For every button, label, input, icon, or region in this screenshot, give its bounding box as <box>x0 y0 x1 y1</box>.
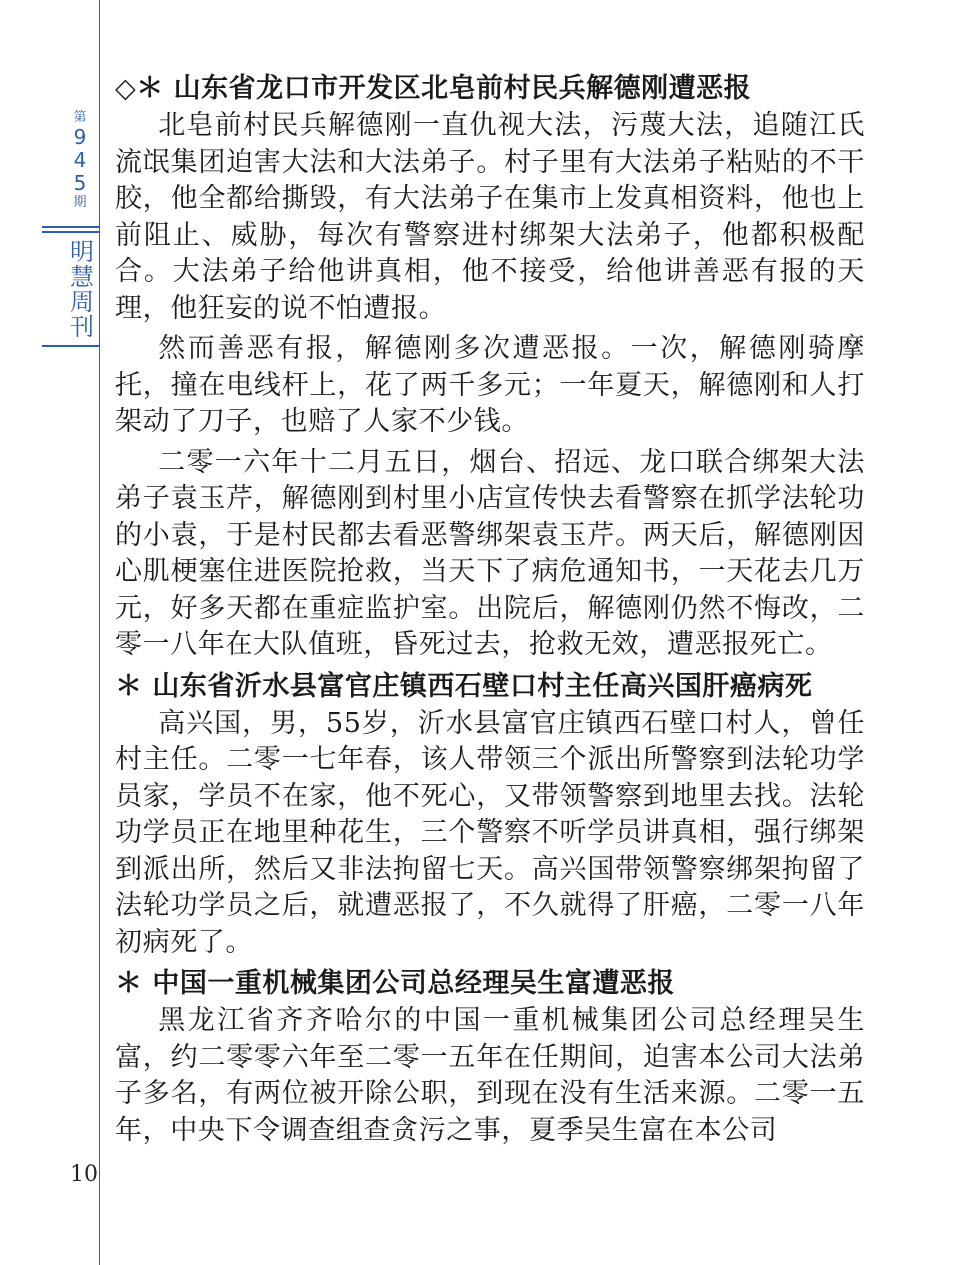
article <box>115 668 865 962</box>
issue-digit: 5 <box>73 171 87 195</box>
article-paragraph: 二零一六年十二月五日，烟台、招远、龙口联合绑架大法弟子袁玉芹，解德刚到村里小店宣传快去看警察在抓学法轮功的小袁，于是村民都去看恶警绑架袁玉芹。两天后，解德刚因心肌梗塞住进医院抢救，当天下了病危通知书，一天花去几万元，好多天都在重症监护室。出院后，解德刚仍然不悔改，二零一八年在大队值班，昏死过去，抢救无效，遭恶报死亡。 <box>115 446 865 660</box>
margin-rule <box>99 0 100 1265</box>
page-content <box>115 70 865 1149</box>
sidebar-divider-top <box>42 226 100 228</box>
issue-suffix: 期 <box>73 195 87 210</box>
publication-name: 明慧周刊 <box>70 238 94 341</box>
article-heading: ＊ 中国一重机械集团公司总经理吴生富遭恶报 <box>115 968 675 999</box>
article-paragraph: 高兴国，男，55岁，沂水县富官庄镇西石壁口村人，曾任村主任。二零一七年春，该人带领三个派出所警察到法轮功学员家，学员不在家，他不死心，又带领警察到地里去找。法轮功学员正在地里种花生，三个警察不听学员讲真相，强行绑架到派出所，然后又非法拘留七天。高兴国带领警察绑架拘留了法轮功学员之后，就遭恶报了，不久就得了肝癌，二零一八年初病死了。 <box>115 707 865 958</box>
article-paragraph: 北皂前村民兵解德刚一直仇视大法，污蔑大法，追随江氏流氓集团迫害大法和大法弟子。村子里有大法弟子粘贴的不干胶，他全都给撕毁，有大法弟子在集市上发真相资料，他也上前阻止、威胁，每次有警察进村绑架大法弟子，他都积极配合。大法弟子给他讲真相，他不接受，给他讲善恶有报的天理，他狂妄的说不怕遭报。 <box>115 110 865 324</box>
article-heading: ◇＊ 山东省龙口市开发区北皂前村民兵解德刚遭恶报 <box>115 73 752 104</box>
sidebar-divider-bottom <box>42 345 100 347</box>
issue-digit: 9 <box>73 125 87 149</box>
article-paragraph: 然而善恶有报，解德刚多次遭恶报。一次，解德刚骑摩托，撞在电线杆上，花了两千多元；一年夏天，解德刚和人打架动了刀子，也赔了人家不少钱。 <box>115 333 865 437</box>
issue-prefix: 第 <box>73 110 87 125</box>
page-number: 10 <box>70 1162 98 1187</box>
article <box>115 965 865 1149</box>
issue-number <box>62 110 98 211</box>
issue-digit: 4 <box>73 148 87 172</box>
article-heading: ＊ 山东省沂水县富官庄镇西石壁口村主任高兴国肝癌病死 <box>115 670 813 702</box>
sidebar-divider-top-inner <box>42 231 100 233</box>
article-paragraph: 黑龙江省齐齐哈尔的中国一重机械集团公司总经理吴生富，约二零零六年至二零一五年在任期间，迫害本公司大法弟子多名，有两位被开除公职，到现在没有生活来源。二零一五年，中央下令调查组查贪污之事，夏季吴生富在本公司 <box>115 1005 865 1146</box>
article <box>115 70 865 664</box>
